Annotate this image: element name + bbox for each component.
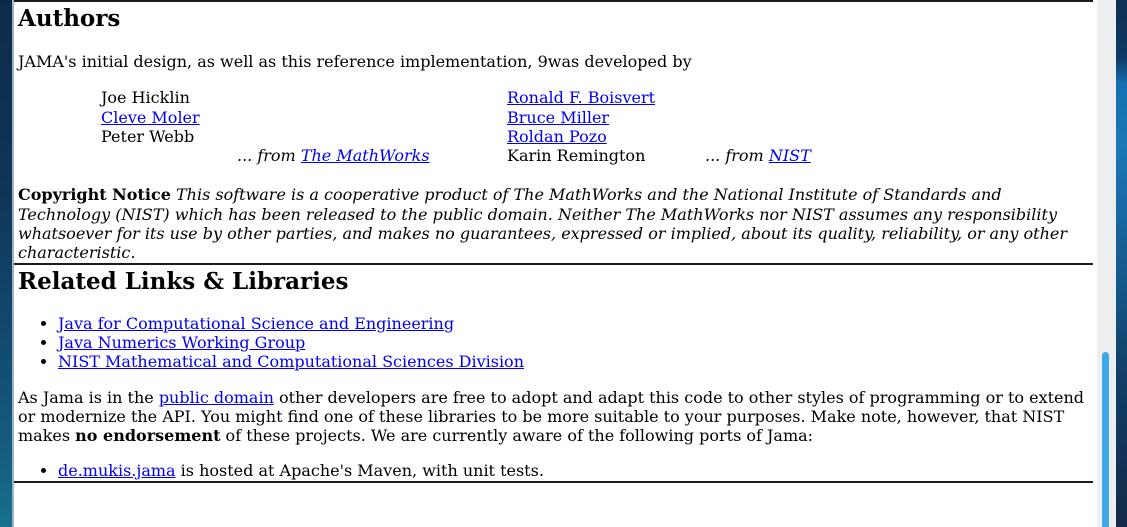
- copyright-notice: [18, 185, 1093, 262]
- related-links-heading: Related Links & Libraries: [18, 267, 349, 295]
- vertical-scrollbar[interactable]: [1097, 0, 1116, 527]
- author-link-miller[interactable]: Bruce Miller: [507, 107, 610, 127]
- ports-intro-paragraph: [18, 388, 1093, 446]
- author-name: Peter Webb: [101, 126, 195, 146]
- list-item: [58, 333, 1093, 352]
- related-link-jcse[interactable]: Java for Computational Science and Engineering: [58, 313, 455, 333]
- list-item: [58, 461, 1093, 480]
- author-name: Karin Remington: [507, 146, 646, 166]
- no-endorsement-text: no endorsement: [75, 426, 221, 446]
- horizontal-rule-middle: [14, 263, 1093, 265]
- de-mukis-jama-link[interactable]: de.mukis.jama: [58, 461, 176, 481]
- ports-intro-text: of these projects. We are currently aware of the following ports of Jama:: [220, 426, 814, 446]
- from-nist-label: ... from: [705, 146, 769, 166]
- mathworks-link[interactable]: The MathWorks: [300, 146, 430, 166]
- page-content: [18, 0, 1093, 483]
- from-mathworks-label: ... from: [237, 146, 301, 166]
- authors-row: [101, 146, 1093, 165]
- list-item: [58, 352, 1093, 371]
- authors-intro: JAMA's initial design, as well as this reference implementation, 9was developed by: [18, 52, 692, 71]
- nist-link[interactable]: NIST: [768, 146, 811, 166]
- author-link-pozo[interactable]: Roldan Pozo: [507, 126, 607, 146]
- list-item: [58, 314, 1093, 333]
- author-link-moler[interactable]: Cleve Moler: [101, 107, 200, 127]
- author-link-boisvert[interactable]: Ronald F. Boisvert: [507, 88, 656, 108]
- ports-list: [18, 461, 1093, 480]
- related-link-nist-mcsd[interactable]: NIST Mathematical and Computational Sciences Division: [58, 352, 524, 372]
- authors-row: [101, 88, 1093, 107]
- copyright-heading: Copyright Notice: [18, 185, 171, 205]
- port-description: is hosted at Apache's Maven, with unit tests.: [175, 461, 544, 481]
- related-link-java-numerics[interactable]: Java Numerics Working Group: [58, 332, 306, 352]
- author-name: Joe Hicklin: [101, 88, 190, 108]
- authors-row: [101, 127, 1093, 146]
- ports-intro-text: other developers are free to adopt and adapt this code to other styles of programming or to extend or modernize the API. You might find one of these libraries to be more suitable to your purposes. Make note, however, that NIST makes: [18, 387, 1085, 446]
- ports-intro-text: As Jama is in the: [18, 387, 159, 407]
- authors-heading: Authors: [18, 5, 121, 32]
- window-frame-right: [1116, 0, 1127, 527]
- public-domain-link[interactable]: public domain: [158, 387, 274, 407]
- window-frame-left: [0, 0, 14, 527]
- related-links-list: [18, 314, 1093, 372]
- scrollbar-thumb[interactable]: [1102, 352, 1109, 527]
- horizontal-rule-top: [14, 0, 1093, 2]
- authors-table: [101, 88, 1093, 165]
- authors-row: [101, 108, 1093, 127]
- copyright-body: This software is a cooperative product of The MathWorks and the National Institute of Standards and Technology (NIST) which has been released to the public domain. Neither The MathWorks nor NIST assumes any responsibility whatsoever for its use by other parties, and makes no guarantees, expressed or implied, about its quality, reliability, or any other characteristic.: [18, 185, 1068, 263]
- horizontal-rule-bottom: [14, 481, 1093, 483]
